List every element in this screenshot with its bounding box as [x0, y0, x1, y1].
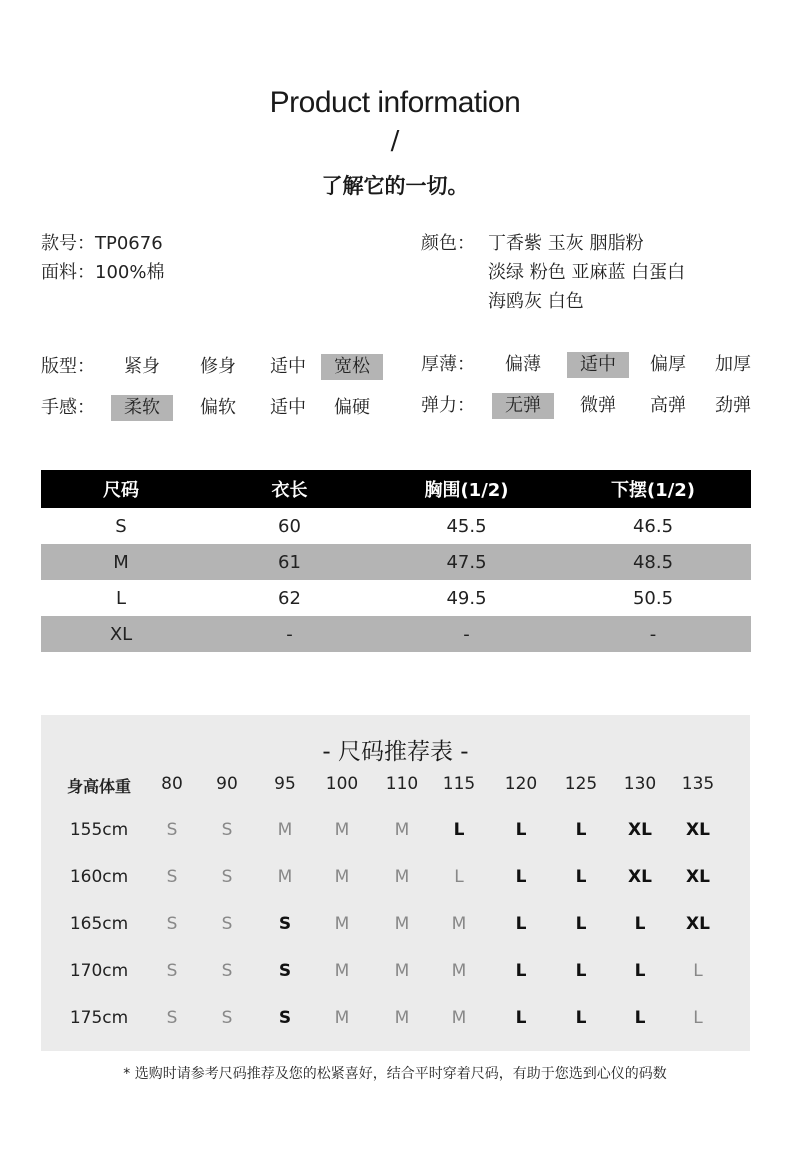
- height-label: 170cm: [69, 961, 129, 981]
- recommended-size-cell: L: [515, 914, 527, 934]
- weight-header: 130: [623, 774, 657, 794]
- header-hem: 下摆(1/2): [610, 480, 696, 501]
- cell-length: -: [286, 623, 293, 645]
- feel-option: 偏软: [200, 397, 236, 418]
- color-line-2: 淡绿 粉色 亚麻蓝 白蛋白: [488, 262, 686, 283]
- cell-hem: 48.5: [632, 551, 674, 573]
- weight-header: 135: [681, 774, 715, 794]
- recommended-size-cell: M: [334, 867, 350, 887]
- fit-option: 适中: [270, 356, 306, 377]
- cell-size: XL: [109, 623, 133, 645]
- recommended-size-cell: M: [334, 1008, 350, 1028]
- color-label: 颜色：: [421, 233, 475, 254]
- recommended-size-cell: L: [575, 914, 587, 934]
- cell-size: L: [115, 587, 127, 609]
- weight-header: 80: [161, 774, 183, 794]
- cell-hem: 46.5: [632, 515, 674, 537]
- recommended-size-cell: S: [166, 867, 178, 887]
- recommended-size-cell: M: [277, 820, 293, 840]
- recommended-size-cell: M: [451, 1008, 467, 1028]
- title-english: Product information: [269, 86, 521, 119]
- cell-size: S: [115, 515, 127, 537]
- title-divider: /: [390, 126, 400, 156]
- cell-length: 61: [278, 551, 301, 573]
- header-size: 尺码: [103, 480, 139, 501]
- feel-option-selected: 柔软: [111, 395, 173, 421]
- footnote: * 选购时请参考尺码推荐及您的松紧喜好，结合平时穿着尺码，有助于您选到心仪的码数: [123, 1066, 667, 1082]
- feel-option: 偏硬: [334, 397, 370, 418]
- color-line-1: 丁香紫 玉灰 胭脂粉: [488, 233, 644, 254]
- recommended-size-cell: S: [166, 914, 178, 934]
- cell-chest: -: [463, 623, 470, 645]
- header-length: 衣长: [271, 480, 308, 501]
- thickness-option-selected: 适中: [567, 352, 629, 378]
- recommended-size-cell: L: [515, 961, 527, 981]
- cell-length: 62: [278, 587, 301, 609]
- color-line-3: 海鸥灰 白色: [488, 291, 584, 312]
- recommended-size-cell: M: [394, 867, 410, 887]
- height-label: 175cm: [69, 1008, 129, 1028]
- recommended-size-cell: L: [515, 820, 527, 840]
- cell-chest: 45.5: [446, 515, 487, 537]
- recommended-size-cell: XL: [628, 867, 652, 887]
- recommended-size-cell: S: [221, 867, 233, 887]
- size-recommendation-panel: [41, 715, 750, 1051]
- weight-header: 115: [442, 774, 476, 794]
- table-row: [41, 508, 751, 544]
- weight-header: 100: [325, 774, 359, 794]
- recommended-size-cell: S: [166, 1008, 178, 1028]
- size-table: [41, 470, 751, 652]
- recommended-size-cell: M: [394, 914, 410, 934]
- cell-size: M: [113, 551, 129, 573]
- recommended-size-cell: L: [575, 1008, 587, 1028]
- recommended-size-cell: M: [334, 820, 350, 840]
- table-row: [41, 616, 751, 652]
- recommended-size-cell: L: [634, 914, 646, 934]
- recommended-size-cell: S: [221, 820, 233, 840]
- recommended-size-cell: XL: [686, 867, 710, 887]
- weight-header: 120: [504, 774, 538, 794]
- recommended-size-cell: M: [451, 914, 467, 934]
- recommended-size-cell: M: [334, 961, 350, 981]
- recommended-size-cell: M: [394, 961, 410, 981]
- feel-label: 手感：: [41, 397, 95, 418]
- recommended-size-cell: S: [166, 961, 178, 981]
- cell-chest: 49.5: [446, 587, 487, 609]
- size-table-header: [41, 470, 751, 508]
- recommended-size-cell: L: [454, 867, 464, 887]
- recommended-size-cell: L: [575, 961, 587, 981]
- thickness-option: 偏薄: [505, 354, 541, 375]
- recommended-size-cell: M: [394, 1008, 410, 1028]
- recommendation-corner-label: 身高体重: [66, 777, 131, 796]
- height-label: 160cm: [69, 867, 129, 887]
- recommended-size-cell: M: [394, 820, 410, 840]
- recommendation-title: - 尺码推荐表 -: [322, 739, 469, 765]
- height-label: 165cm: [69, 914, 129, 934]
- fabric: 面料：100%棉: [41, 262, 165, 283]
- recommended-size-cell: XL: [686, 820, 710, 840]
- recommended-size-cell: S: [278, 961, 292, 981]
- thickness-option: 加厚: [715, 354, 751, 375]
- cell-chest: 47.5: [446, 551, 487, 573]
- recommended-size-cell: XL: [686, 914, 710, 934]
- fit-label: 版型：: [41, 356, 95, 377]
- style-number: 款号：TP0676: [41, 233, 163, 254]
- table-row: [41, 544, 751, 580]
- title-chinese: 了解它的一切。: [321, 174, 469, 198]
- recommended-size-cell: L: [515, 1008, 527, 1028]
- recommended-size-cell: L: [575, 867, 587, 887]
- recommended-size-cell: M: [334, 914, 350, 934]
- recommended-size-cell: L: [575, 820, 587, 840]
- elasticity-option-selected: 无弹: [492, 393, 554, 419]
- recommended-size-cell: M: [277, 867, 293, 887]
- recommended-size-cell: S: [221, 961, 233, 981]
- recommended-size-cell: S: [221, 1008, 233, 1028]
- recommended-size-cell: L: [693, 1008, 703, 1028]
- header-chest: 胸围(1/2): [424, 480, 509, 501]
- elasticity-option: 微弹: [580, 395, 616, 416]
- thickness-label: 厚薄：: [421, 354, 475, 375]
- table-row: [41, 580, 751, 616]
- recommended-size-cell: L: [634, 1008, 646, 1028]
- recommended-size-cell: S: [221, 914, 233, 934]
- weight-header: 95: [274, 774, 296, 794]
- elasticity-option: 高弹: [650, 395, 686, 416]
- elasticity-option: 劲弹: [715, 395, 751, 416]
- thickness-option: 偏厚: [650, 354, 686, 375]
- weight-header: 90: [216, 774, 238, 794]
- weight-header: 110: [385, 774, 419, 794]
- recommended-size-cell: S: [166, 820, 178, 840]
- fit-option: 修身: [200, 356, 236, 377]
- feel-option: 适中: [270, 397, 306, 418]
- cell-length: 60: [278, 515, 301, 537]
- cell-hem: -: [649, 623, 657, 645]
- recommended-size-cell: S: [278, 1008, 292, 1028]
- recommended-size-cell: S: [278, 914, 292, 934]
- fit-option-selected: 宽松: [321, 354, 383, 380]
- recommended-size-cell: L: [453, 820, 465, 840]
- elasticity-label: 弹力：: [421, 395, 475, 416]
- recommended-size-cell: L: [515, 867, 527, 887]
- height-label: 155cm: [69, 820, 129, 840]
- fit-option: 紧身: [124, 356, 160, 377]
- recommended-size-cell: XL: [628, 820, 652, 840]
- recommended-size-cell: L: [693, 961, 703, 981]
- recommended-size-cell: M: [451, 961, 467, 981]
- weight-header: 125: [564, 774, 598, 794]
- cell-hem: 50.5: [632, 587, 674, 609]
- recommended-size-cell: L: [634, 961, 646, 981]
